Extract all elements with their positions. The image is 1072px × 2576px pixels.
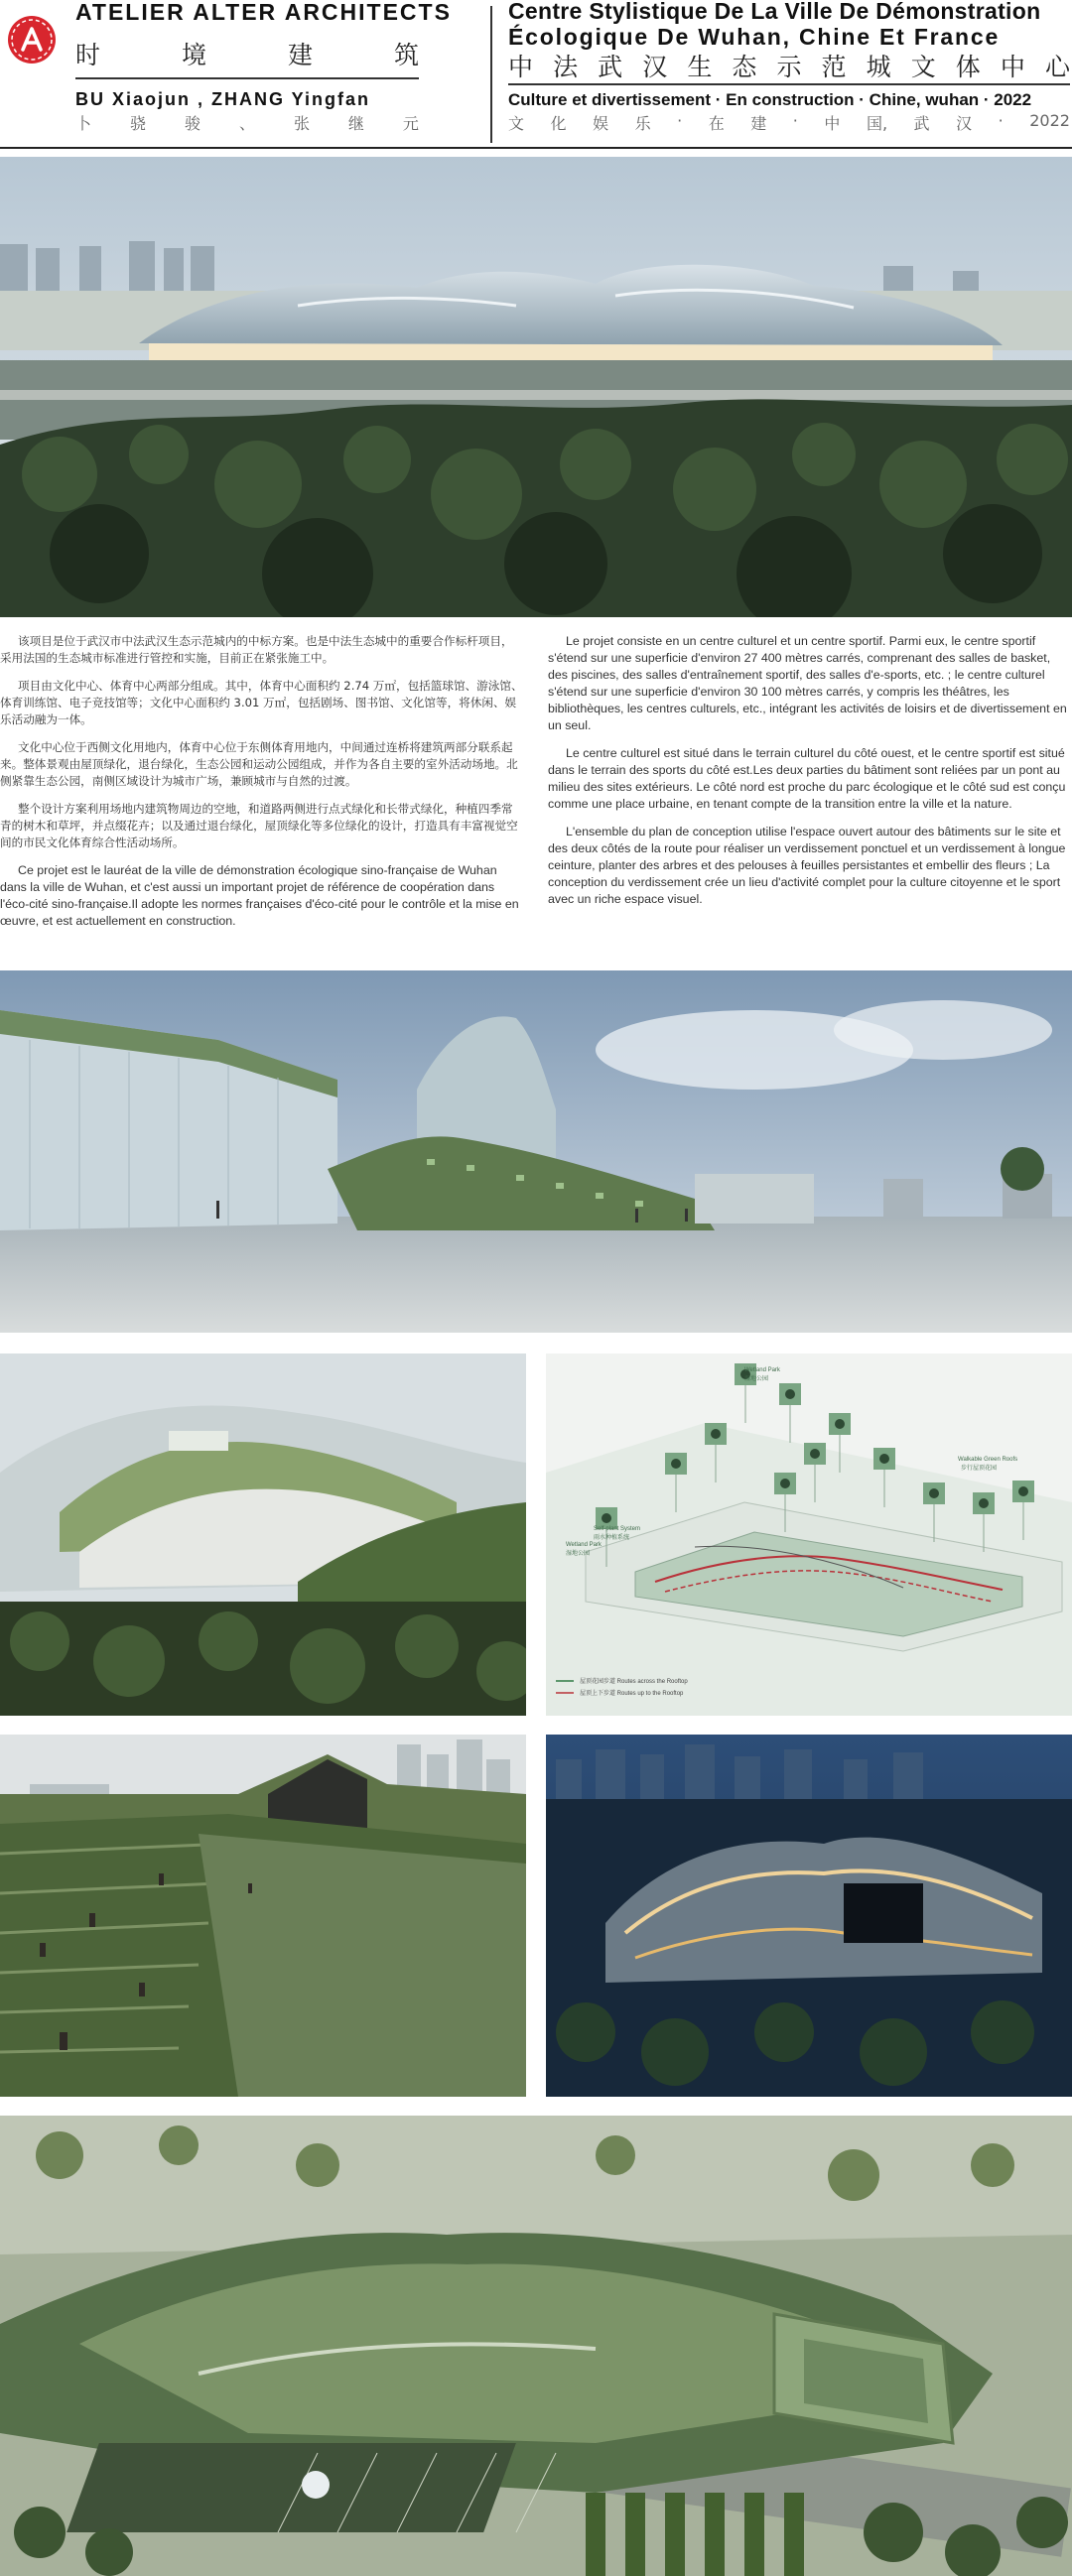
diagram-label-selfplant: Self-plant System <box>594 1526 641 1532</box>
authors-en: BU Xiaojun , ZHANG Yingfan <box>75 89 371 109</box>
diagram-animal-icon <box>879 1454 889 1464</box>
title-zh-char: 中 <box>1000 53 1025 81</box>
diagram-animal-icon <box>711 1429 721 1439</box>
meta-zh-char: 化 <box>550 114 567 133</box>
description-zh-paragraph: 整个设计方案利用场地内建筑物周边的空地，和道路两侧进行点式绿化和长带式绿化，种植四季常青的树木和草坪，并点缀花卉；以及通过退台绿化，屋顶绿化等多位绿化的设计，打造具有丰富视觉空间的市民文化体育综合性活动场所。 <box>0 802 518 849</box>
night-aerial-rendering-image <box>546 1735 1072 2097</box>
meta-zh-char: 2022 <box>1029 111 1070 130</box>
project-title-fr-line1: Centre Stylistique De La Ville De Démonstration <box>508 0 1041 24</box>
diagram-animal-icon <box>671 1459 681 1469</box>
firm-zh-char: 境 <box>181 41 206 69</box>
meta-zh-char: 汉 <box>956 114 973 133</box>
diagram-animal-icon <box>929 1488 939 1498</box>
authors-zh <box>75 111 419 134</box>
description-left-column <box>0 633 524 941</box>
description-fr-paragraph: Ce projet est le lauréat de la ville de démonstration écologique sino-française de Wuhan dans la ville de Wuhan, et c'est aussi un important projet de référence de coopération dans l'éco-cité sino-française.Il adopte les normes françaises d'éco-cité pour le contrôle et la mise en œuvre, et est actuellement en construction. <box>0 863 519 928</box>
project-title-fr <box>508 0 1040 50</box>
firm-zh-char: 筑 <box>393 41 419 69</box>
meta-zh-char: 国, <box>866 114 888 133</box>
title-zh-char: 范 <box>821 53 847 81</box>
meta-zh-char: · <box>677 111 683 130</box>
title-zh-char: 城 <box>866 53 891 81</box>
description-right-column <box>548 633 1072 919</box>
authors-zh-char: 继 <box>347 114 364 133</box>
header-divider <box>490 6 492 143</box>
diagram-animal-icon <box>979 1498 989 1508</box>
description-zh-paragraph: 该项目是位于武汉市中法武汉生态示范城内的中标方案。也是中法生态城中的重要合作标杆项目，采用法国的生态城市标准进行管控和实施，目前正在紧张施工中。 <box>0 634 513 665</box>
firm-zh-char: 建 <box>287 41 313 69</box>
header <box>0 0 1072 149</box>
rooftop-steps-rendering-image <box>0 1735 526 2097</box>
authors-zh-char: 卜 <box>75 114 92 133</box>
diagram-label-wetland-zh: 湿地公园 <box>744 1376 769 1382</box>
project-meta-fr: Culture et divertissement · En construction · Chine, wuhan · 2022 <box>508 90 1032 109</box>
title-zh-char: 态 <box>732 53 757 81</box>
diagram-legend-2: 屋顶上下步道 Routes up to the Rooftop <box>580 1691 684 1697</box>
authors-zh-char: 骏 <box>184 114 201 133</box>
meta-zh-char: 中 <box>824 114 841 133</box>
authors-zh-char: 元 <box>402 114 419 133</box>
architect-logo-icon <box>8 16 56 64</box>
green-terrace-rendering-image <box>0 1353 526 1716</box>
diagram-animal-icon <box>810 1449 820 1459</box>
diagram-animal-icon <box>1018 1486 1028 1496</box>
green-roof-diagram-image <box>546 1353 1072 1716</box>
title-zh-char: 武 <box>598 53 623 81</box>
diagram-animal-icon <box>780 1479 790 1488</box>
title-zh-char: 生 <box>687 53 713 81</box>
plaza-rendering-image <box>0 970 1072 1333</box>
meta-zh-char: 娱 <box>593 114 609 133</box>
diagram-label-walkable: Walkable Green Roofs <box>958 1457 1018 1463</box>
authors-zh-char: 张 <box>293 114 310 133</box>
diagram-label-selfplant-zh: 雨水种植系统 <box>594 1535 630 1541</box>
aerial-overview-rendering-image <box>0 2116 1072 2576</box>
title-zh-char: 示 <box>776 53 802 81</box>
authors-zh-char: 骁 <box>129 114 146 133</box>
title-zh-char: 中 <box>508 53 534 81</box>
diagram-animal-icon <box>835 1419 845 1429</box>
project-meta-zh <box>508 111 1070 134</box>
diagram-label-wetland: Wetland Park <box>744 1367 780 1373</box>
title-zh-char: 文 <box>910 53 936 81</box>
header-rule <box>75 77 419 79</box>
meta-zh-char: 文 <box>508 114 525 133</box>
project-title-zh <box>508 48 1070 83</box>
diagram-label-wetland2-zh: 湿地公园 <box>566 1551 591 1557</box>
description-fr-paragraph: Le projet consiste en un centre culturel et un centre sportif. Parmi eux, le centre sportif s'étend sur une superficie d'environ 27 400 mètres carrés, comprenant des salles de basket, des piscines, des salles d'entraînement sportif, des salles d'e-sports, etc. ; le centre culturel s'étend sur une superficie d'environ 30 100 mètres carrés, y compris les théâtres, les bibliothèques, les centres culturels, etc., intégrant les activités de loisirs et de divertissement en un seul. <box>548 634 1067 732</box>
meta-zh-char: 武 <box>913 114 930 133</box>
meta-zh-char: 在 <box>708 114 725 133</box>
firm-name-en: ATELIER ALTER ARCHITECTS <box>75 0 452 25</box>
meta-zh-char: 乐 <box>634 114 651 133</box>
title-zh-char: 心 <box>1044 53 1070 81</box>
description-zh-paragraph: 文化中心位于西侧文化用地内，体育中心位于东侧体育用地内，中间通过连桥将建筑两部分联系起来。整体景观由屋顶绿化，退台绿化，生态公园和运动公园组成，并作为各自主要的室外活动场地。北侧紧靠生态公园，南侧区域设计为城市广场，兼顾城市与自然的过渡。 <box>0 740 518 788</box>
meta-zh-char: 建 <box>750 114 767 133</box>
title-zh-char: 体 <box>955 53 981 81</box>
meta-zh-char: · <box>792 111 798 130</box>
title-zh-char: 汉 <box>642 53 668 81</box>
project-title-fr-line2: Écologique De Wuhan, Chine Et France <box>508 24 1001 50</box>
meta-zh-char: · <box>998 111 1004 130</box>
description-fr-paragraph: L'ensemble du plan de conception utilise l'espace ouvert autour des bâtiments sur le site et des deux côtés de la route pour réaliser un verdissement ponctuel et un verdissement à longue ceinture, planter des arbres et des pelouses à feuilles persistantes et embellir des fleurs ; La conception du verdissement crée un lieu d'activité complet pour la culture citoyenne et le sport avec un riche espace visuel. <box>548 825 1066 906</box>
description-zh-paragraph: 项目由文化中心、体育中心两部分组成。其中，体育中心面积约 2.74 万㎡，包括篮球馆、游泳馆、体育训练馆、电子竞技馆等；文化中心面积约 3.01 万㎡，包括剧场、图书馆、文化馆等，将休闲、娱乐活动融为一体。 <box>0 679 523 726</box>
diagram-label-wetland2: Wetland Park <box>566 1542 602 1548</box>
diagram-label-walkable-zh: 步行屋顶花园 <box>961 1466 998 1472</box>
firm-zh-char: 时 <box>75 41 101 69</box>
hero-rendering-image <box>0 157 1072 617</box>
title-zh-char: 法 <box>553 53 579 81</box>
header-rule <box>508 83 1070 85</box>
diagram-animal-icon <box>785 1389 795 1399</box>
diagram-animal-icon <box>602 1513 611 1523</box>
authors-zh-char: 、 <box>238 114 255 133</box>
diagram-legend-1: 屋顶花园步道 Routes across the Rooftop <box>580 1679 688 1685</box>
header-bottom-rule <box>0 147 1072 149</box>
description-fr-paragraph: Le centre culturel est situé dans le terrain culturel du côté ouest, et le centre sportif est situé dans le terrain des sports du côté est.Les deux parties du bâtiment sont reliées par un pont au milieu des sites extérieurs. Le côté nord est proche du parc écologique et le côté sud est conçu comme une place urbaine, en tenant compte de la transition entre la ville et la nature. <box>548 746 1066 811</box>
firm-name-zh <box>75 36 419 71</box>
